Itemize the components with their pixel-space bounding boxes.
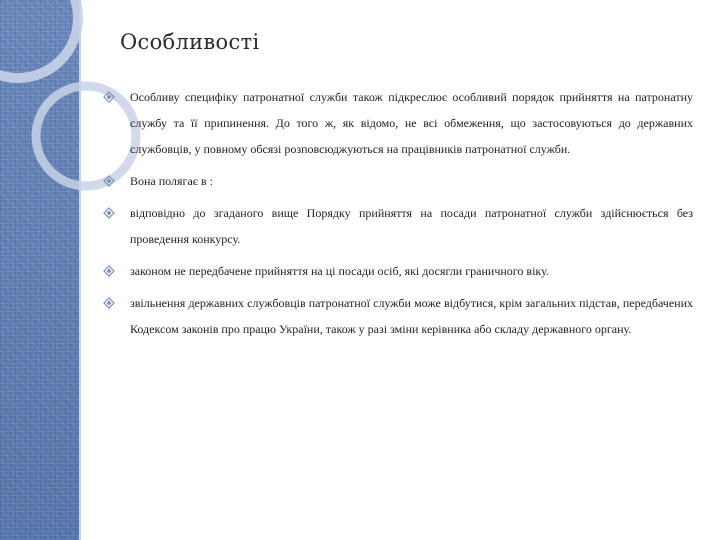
bullet-item — [103, 290, 693, 342]
bullet-text: Особливу специфіку патронатної служби також підкреслює особливий порядок прийняття на патронатну службу та її припинення. До того ж, як відомо, не всі обмеження, що застосовуються до державних службовців, у повному обсязі розповсюджуються на працівників патронатної служби. — [130, 90, 693, 156]
bullet-text: законом не передбачене прийняття на ці посади осіб, які досягли граничного віку. — [130, 264, 549, 278]
bullet-diamond-icon — [103, 175, 115, 187]
bullet-item — [103, 258, 693, 284]
large-ring — [0, 0, 78, 78]
bullet-text: Вона полягає в : — [130, 174, 213, 188]
bullet-diamond-icon — [103, 207, 115, 219]
bullet-item — [103, 168, 693, 194]
bullet-diamond-icon — [103, 297, 115, 309]
bullet-text: відповідно до згаданого вище Порядку прийняття на посади патронатної служби здійснюється без проведення конкурсу. — [130, 206, 693, 246]
bullet-item — [103, 200, 693, 252]
bullet-text: звільнення державних службовців патронатної служби може відбутися, крім загальних підстав, передбачених Кодексом законів про працю України, також у разі зміни керівника або складу державного органу. — [130, 296, 693, 336]
bullet-diamond-icon — [103, 91, 115, 103]
bullet-diamond-icon — [103, 265, 115, 277]
slide-title: Особливості — [120, 30, 260, 54]
bullet-list — [103, 84, 693, 342]
bullet-item — [103, 84, 693, 162]
